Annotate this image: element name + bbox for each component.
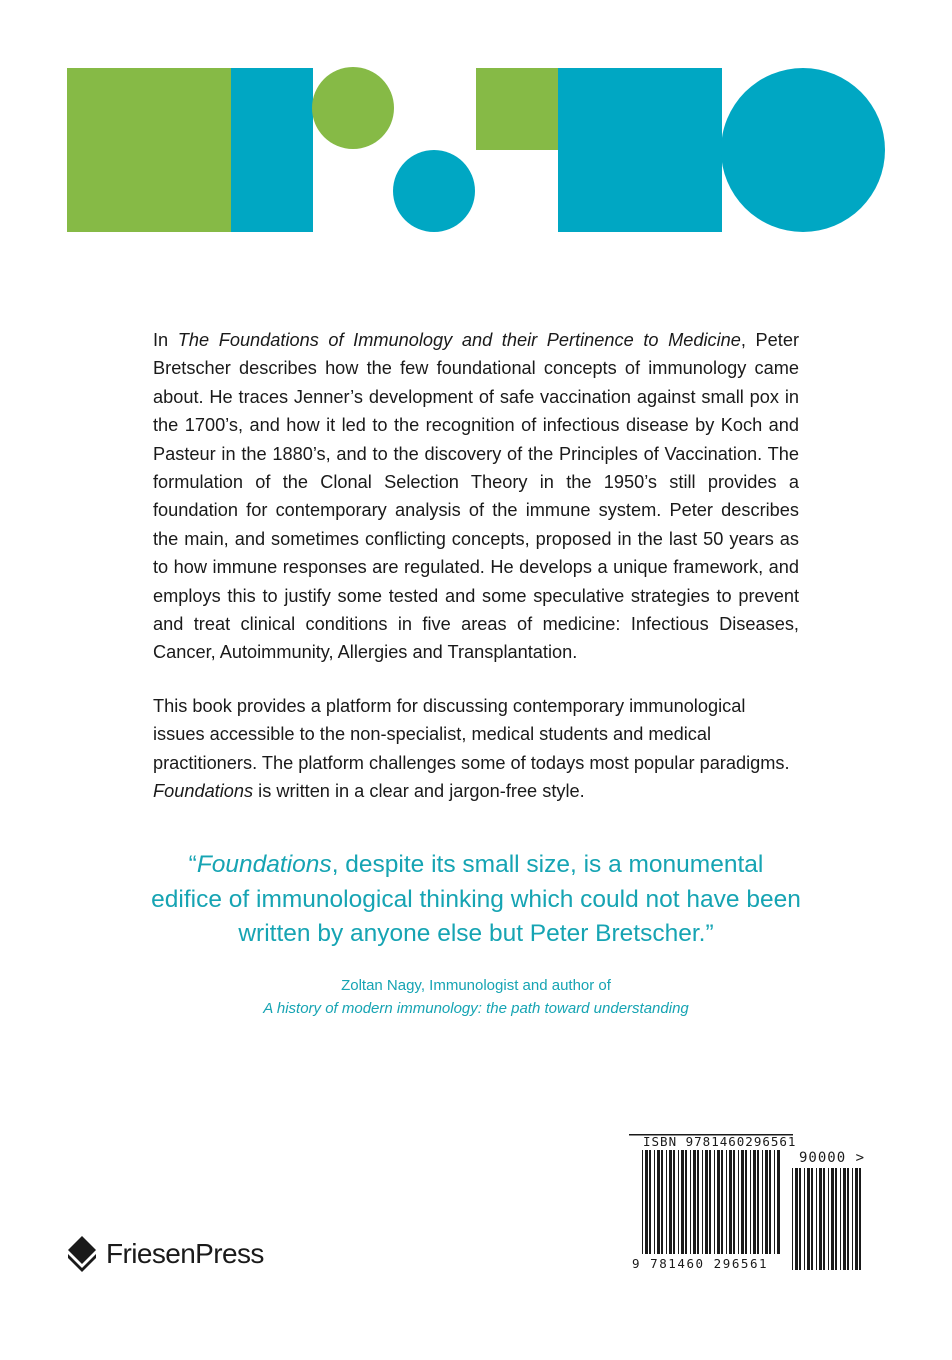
barcode-bar: [685, 1150, 687, 1254]
barcode-bar: [678, 1150, 679, 1254]
barcode-bar: [847, 1168, 849, 1270]
book-title: The Foundations of Immunology and their Pertinence to Medicine: [177, 330, 741, 350]
green-circle-shape: [312, 67, 394, 149]
attribution-work: A history of modern immunology: the path toward understanding: [263, 1000, 689, 1017]
barcode-bar: [705, 1150, 708, 1254]
blurb-paragraph-1: [153, 326, 799, 667]
barcode-digits: 9 781460 296561: [632, 1256, 769, 1271]
attribution-author: Zoltan Nagy, Immunologist and author of: [341, 977, 611, 994]
barcode-bar: [714, 1150, 715, 1254]
blurb-p2-tail: is written in a clear and jargon-free style.: [253, 781, 585, 802]
barcode-bar: [673, 1150, 675, 1254]
isbn-label: ISBN 9781460296561: [643, 1134, 797, 1149]
barcode-bar: [762, 1150, 763, 1254]
barcode-bar: [717, 1150, 720, 1254]
barcode-bar: [733, 1150, 735, 1254]
barcode-bar: [828, 1168, 829, 1270]
barcode-bar: [835, 1168, 837, 1270]
quote-attribution: [150, 974, 802, 1020]
barcode-bar: [777, 1150, 780, 1254]
quote-text: , despite its small size, is a monumental edifice of immunological thinking which could not have been written by anyone else but Peter Bretscher.”: [151, 851, 801, 947]
barcode-bar: [741, 1150, 744, 1254]
barcode-bar: [645, 1150, 648, 1254]
barcode-bar: [792, 1168, 793, 1270]
teal-circle-shape: [393, 150, 475, 232]
barcode-bar: [681, 1150, 684, 1254]
barcode-bar: [819, 1168, 822, 1270]
barcode-bar: [657, 1150, 660, 1254]
barcode-bar: [840, 1168, 841, 1270]
teal-large-square-shape: [558, 68, 722, 232]
barcode-bar: [750, 1150, 751, 1254]
short-title: Foundations: [153, 781, 254, 802]
barcode-bar: [729, 1150, 732, 1254]
barcode-bar: [649, 1150, 651, 1254]
green-square-shape: [67, 68, 231, 232]
barcode-bar: [804, 1168, 805, 1270]
barcode-bar: [690, 1150, 691, 1254]
endorsement-quote: [150, 848, 802, 952]
teal-square-shape: [231, 68, 313, 232]
barcode-bar: [831, 1168, 834, 1270]
barcode-bar: [642, 1150, 643, 1254]
barcode-bar: [816, 1168, 817, 1270]
publisher-logo: [66, 1234, 264, 1274]
barcode-bar: [795, 1168, 798, 1270]
barcode-bar: [669, 1150, 672, 1254]
blurb-paragraph-2: [153, 692, 799, 806]
barcode-bar: [774, 1150, 775, 1254]
barcode-bar: [859, 1168, 861, 1270]
blurb-body: , Peter Bretscher describes how the few foundational concepts of immunology came about. He traces Jenner’s development of safe vaccination against small pox in the 1700’s, and how it led to the recognition of infectious disease by Koch and Pasteur in the 1880’s, and to the discovery of the Principles of Vaccination. The formulation of the Clonal Selection Theory in the 1950’s still provides a foundation for contemporary analysis of the immune system. Peter describes the main, and sometimes conflicting concepts, proposed in the last 50 years as to how immune responses are regulated. He develops a unique framework, and employs this to justify some tested and some speculative strategies to prevent and treat clinical conditions in five areas of medicine: Infectious Diseases, Cancer, Autoimmunity, Allergies and Transplantation.: [153, 330, 799, 663]
barcode-bar: [769, 1150, 771, 1254]
back-cover-blurb: [153, 326, 799, 831]
publisher-name: FriesenPress: [106, 1238, 264, 1269]
barcode-bar: [757, 1150, 759, 1254]
barcode-bar: [661, 1150, 663, 1254]
barcode-bar: [855, 1168, 858, 1270]
barcode-bar: [693, 1150, 696, 1254]
blurb-lead: In: [153, 330, 178, 350]
barcode-bar: [697, 1150, 699, 1254]
barcode-bar: [702, 1150, 703, 1254]
barcode-bar: [811, 1168, 813, 1270]
header-geometric-graphic: [0, 0, 952, 240]
diamond-logo-icon: [66, 1234, 98, 1274]
barcode-bar: [654, 1150, 655, 1254]
teal-large-circle-shape: [721, 68, 885, 232]
barcode-bar: [852, 1168, 853, 1270]
barcode-bar: [753, 1150, 756, 1254]
green-small-square-shape: [476, 68, 558, 150]
quote-book-title: Foundations: [196, 851, 332, 878]
barcode-addon: 90000 >: [799, 1150, 866, 1166]
barcode-bar: [666, 1150, 667, 1254]
barcode-bar: [738, 1150, 739, 1254]
barcode-bar: [726, 1150, 727, 1254]
barcode-bar: [745, 1150, 747, 1254]
barcode-bar: [807, 1168, 810, 1270]
barcode-bar: [709, 1150, 711, 1254]
blurb-p2-text: This book provides a platform for discussing contemporary immunological issues accessible to the non-specialist, medical students and medical practitioners. The platform challenges some of todays most popular paradigms.: [153, 695, 790, 773]
barcode-bar: [799, 1168, 801, 1270]
barcode-bar: [843, 1168, 846, 1270]
barcode-bar: [721, 1150, 723, 1254]
barcode-bar: [765, 1150, 768, 1254]
quote-open-mark: “: [188, 851, 197, 878]
barcode-bar: [823, 1168, 825, 1270]
